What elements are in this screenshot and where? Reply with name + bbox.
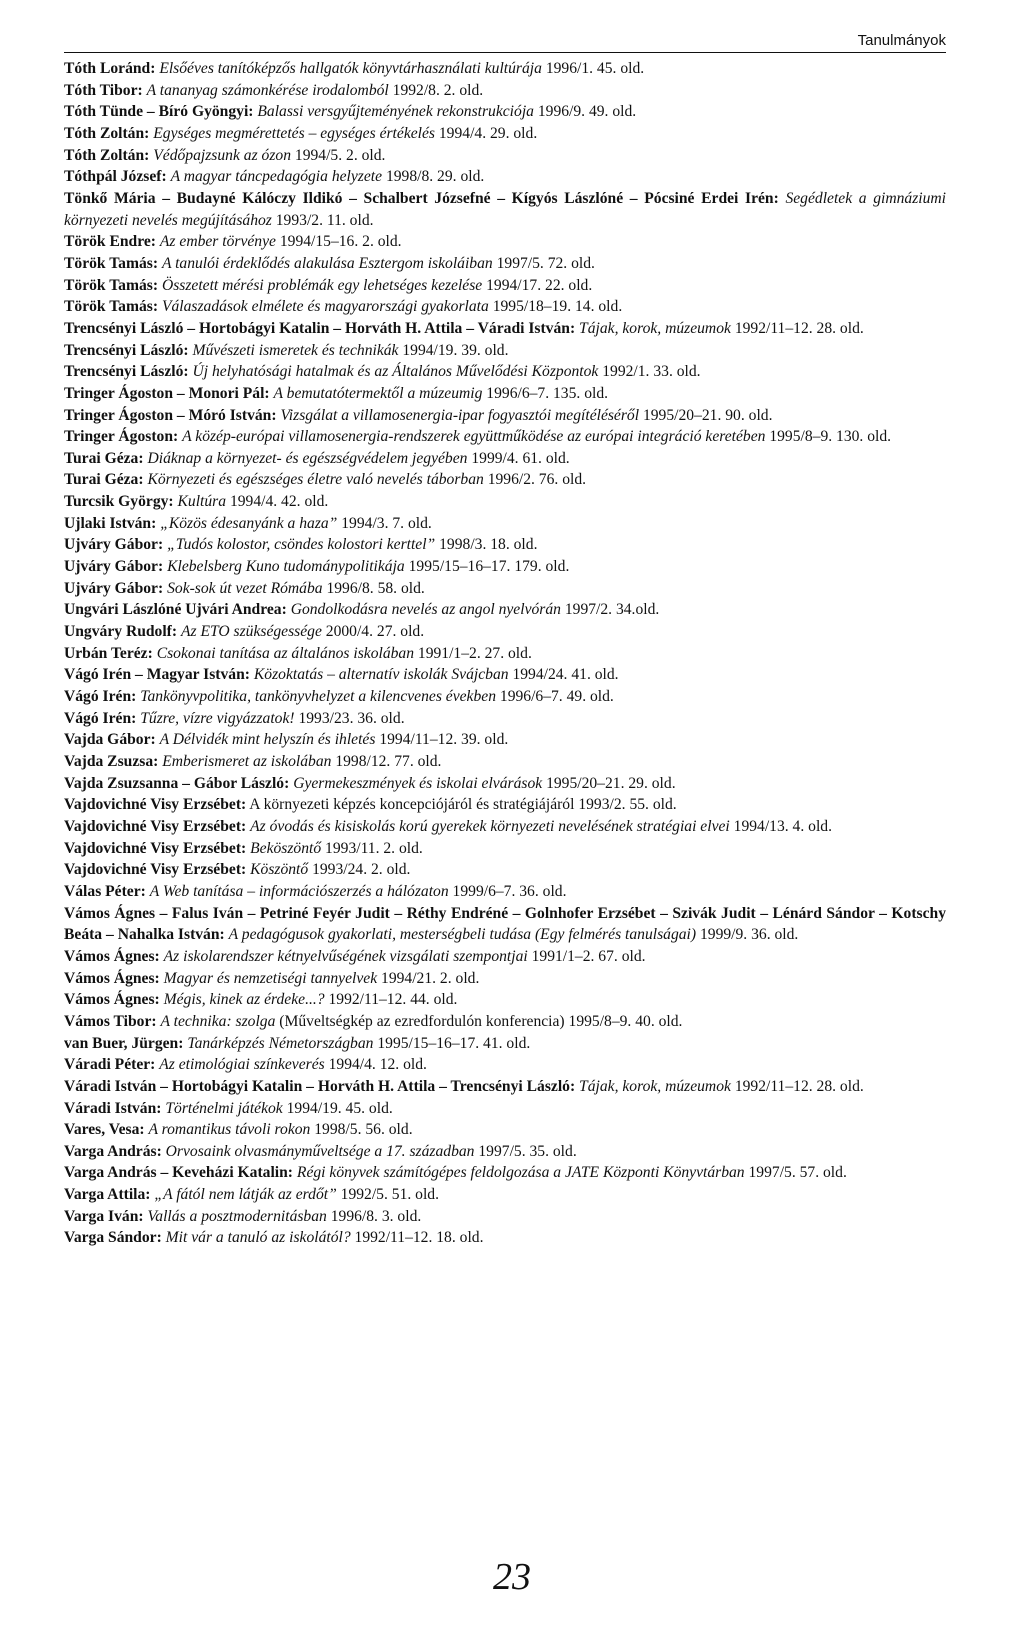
entry-title: „Tudós kolostor, csöndes kolostori kerttel”: [167, 536, 436, 554]
entry-author: Tóth Loránd:: [64, 60, 156, 77]
entry-reference: 1994/13. 4. old.: [729, 817, 832, 835]
entry-reference: 1996/2. 76. old.: [483, 471, 587, 489]
bibliography-entry: [64, 231, 946, 253]
bibliography-entry: [64, 599, 946, 621]
bibliography-entry: [64, 58, 946, 80]
bibliography-entry: [64, 1141, 946, 1163]
entry-title: Segédletek a gimnáziumi környezeti nevelés megújításához: [64, 189, 946, 229]
bibliography-entry: [64, 708, 946, 730]
entry-reference: 1994/17. 22. old.: [482, 276, 593, 294]
bibliography-entry: [64, 383, 946, 405]
entry-reference: 1994/19. 45. old.: [282, 1099, 393, 1117]
bibliography-entry: [64, 838, 946, 860]
entry-reference: 1995/8–9. 40. old.: [564, 1012, 683, 1030]
bibliography-entry: [64, 123, 946, 145]
bibliography-entry: [64, 275, 946, 297]
entry-author: Tóthpál József:: [64, 168, 167, 186]
entry-title: Klebelsberg Kuno tudománypolitikája: [167, 558, 405, 576]
bibliography-entry: [64, 556, 946, 578]
entry-author: Turai Géza:: [64, 471, 144, 489]
entry-author: Vámos Ágnes:: [64, 947, 160, 965]
bibliography-entry: [64, 145, 946, 167]
entry-author: Török Endre:: [64, 233, 156, 251]
bibliography-entry: [64, 664, 946, 686]
header-rule: [64, 52, 946, 53]
entry-title: Összetett mérési problémák egy lehetséges kezelése: [161, 276, 483, 294]
entry-author: Ungváry Rudolf:: [64, 623, 178, 641]
entry-author: Vajda Zsuzsa:: [64, 753, 159, 770]
section-label: Tanulmányok: [857, 32, 946, 49]
entry-title: Történelmi játékok: [165, 1099, 283, 1117]
entry-reference: 1995/15–16–17. 179. old.: [404, 558, 570, 576]
bibliography-entry: [64, 1119, 946, 1141]
entry-author: Tóth Tünde – Bíró Gyöngyi:: [64, 103, 254, 121]
entry-author: van Buer, Jürgen:: [64, 1034, 184, 1052]
entry-title: Tűzre, vízre vigyázzatok!: [140, 709, 295, 727]
bibliography-entry: [64, 989, 946, 1011]
entry-author: Vajdovichné Visy Erzsébet:: [64, 861, 247, 879]
entry-reference: 1994/19. 39. old.: [398, 341, 509, 359]
entry-reference: 1996/6–7. 49. old.: [496, 688, 614, 706]
entry-author: Varga András:: [64, 1142, 162, 1160]
entry-reference: 1996/8. 58. old.: [322, 579, 425, 597]
entry-author: Ujváry Gábor:: [64, 579, 164, 597]
entry-reference: 1995/18–19. 14. old.: [488, 298, 623, 316]
entry-reference: 1992/11–12. 18. old.: [350, 1229, 484, 1247]
entry-title: Új helyhatósági hatalmak és az Általános Művelődési Központok: [192, 363, 599, 381]
entry-reference: 1999/9. 36. old.: [696, 926, 799, 944]
entry-reference: 1999/6–7. 36. old.: [448, 882, 567, 900]
entry-title: Környezeti és egészséges életre való nevelés táborban: [147, 471, 484, 489]
entry-title: Régi könyvek számítógépes feldolgozása a JATE Központi Könyvtárban: [296, 1164, 745, 1182]
entry-title: Válaszadások elmélete és magyarországi gyakorlata: [161, 298, 489, 316]
entry-reference: 1995/15–16–17. 41. old.: [373, 1034, 531, 1052]
entry-author: Trencsényi László:: [64, 363, 189, 381]
entry-reference: 1998/3. 18. old.: [435, 536, 538, 554]
entry-title: Tájak, korok, múzeumok: [579, 319, 731, 337]
bibliography-entry: [64, 968, 946, 990]
entry-author: Varga Attila:: [64, 1186, 151, 1204]
entry-reference: 1994/4. 42. old.: [226, 493, 329, 511]
entry-reference: 1993/23. 36. old.: [294, 709, 405, 727]
entry-title: Vizsgálat a villamosenergia-ipar fogyasztói megítéléséről: [280, 406, 640, 424]
entry-title: Diáknap a környezet- és egészségvédelem jegyében: [147, 449, 468, 467]
entry-author: Váradi István:: [64, 1099, 162, 1117]
entry-author: Tringer Ágoston – Móró István:: [64, 406, 277, 424]
bibliography-entry: [64, 686, 946, 708]
bibliography-entry: [64, 361, 946, 383]
entry-author: Vámos Ágnes:: [64, 991, 160, 1009]
entry-reference: 1998/8. 29. old.: [382, 168, 485, 186]
entry-title: Orvosaink olvasmányműveltsége a 17. században: [165, 1142, 475, 1160]
bibliography-entry: [64, 881, 946, 903]
page-number: 23: [493, 1556, 531, 1598]
entry-title: Az ETO szükségessége: [180, 623, 322, 641]
entry-reference: 1995/8–9. 130. old.: [765, 428, 892, 446]
bibliography-entry: [64, 405, 946, 427]
entry-reference: 1996/8. 3. old.: [326, 1207, 422, 1225]
entry-author: Trencsényi László – Hortobágyi Katalin – Horváth H. Attila – Váradi István:: [64, 319, 576, 337]
bibliography-entry: [64, 80, 946, 102]
entry-reference: 1998/12. 77. old.: [331, 753, 442, 770]
entry-author: Vajda Gábor:: [64, 731, 156, 749]
bibliography-entry: [64, 1227, 946, 1249]
entry-title: Sok-sok út vezet Rómába: [167, 579, 323, 597]
entry-author: Tönkő Mária – Budayné Kálóczy Ildikó – Schalbert Józsefné – Kígyós Lászlóné – Pócsiné Erdei Irén:: [64, 189, 779, 207]
entry-title: Védőpajzsunk az ózon: [153, 146, 292, 164]
bibliography-entry: [64, 534, 946, 556]
entry-author: Ujváry Gábor:: [64, 536, 164, 554]
entry-reference: 1997/5. 57. old.: [744, 1164, 847, 1182]
bibliography-entry: [64, 469, 946, 491]
bibliography-entry: [64, 296, 946, 318]
bibliography-entry: [64, 448, 946, 470]
entry-reference: 1999/4. 61. old.: [467, 449, 570, 467]
entry-title: „A fától nem látják az erdőt”: [154, 1186, 337, 1204]
entry-reference: 1993/11. 2. old.: [321, 839, 423, 857]
entry-author: Ujlaki István:: [64, 514, 157, 532]
entry-title: Csokonai tanítása az általános iskolában: [156, 644, 415, 662]
entry-author: Varga András – Keveházi Katalin:: [64, 1164, 294, 1182]
entry-reference: 1997/5. 72. old.: [492, 254, 595, 272]
entry-title: Elsőéves tanítóképzős hallgatók könyvtárhasználati kultúrája: [159, 60, 542, 77]
bibliography-entry: [64, 513, 946, 535]
entry-title: Tájak, korok, múzeumok: [579, 1077, 731, 1095]
entry-author: Vajdovichné Visy Erzsébet:: [64, 796, 247, 814]
entry-title: Kultúra: [177, 493, 227, 511]
entry-title: Az iskolarendszer kétnyelvűségének vizsgálati szempontjai: [163, 947, 528, 965]
entry-author: Válas Péter:: [64, 882, 146, 900]
entry-author: Tringer Ágoston – Monori Pál:: [64, 384, 270, 402]
entry-author: Vámos Ágnes:: [64, 969, 160, 987]
entry-author: Török Tamás:: [64, 276, 159, 294]
entry-title: Balassi versgyűjteményének rekonstrukciója: [257, 103, 534, 121]
entry-author: Varga Sándor:: [64, 1229, 162, 1247]
entry-reference: 1994/3. 7. old.: [337, 514, 432, 532]
entry-title: Az óvodás és kisiskolás korú gyerekek környezeti nevelésének stratégiai elvei: [250, 817, 730, 835]
entry-title: Gyermekeszmények és iskolai elvárások: [293, 774, 543, 792]
entry-title: Művészeti ismeretek és technikák: [192, 341, 399, 359]
bibliography-entry: [64, 816, 946, 838]
bibliography-entry: [64, 253, 946, 275]
entry-reference: 1994/11–12. 39. old.: [375, 731, 509, 749]
entry-title: Közoktatás – alternatív iskolák Svájcban: [253, 666, 509, 684]
entry-reference: 1993/2. 55. old.: [574, 796, 677, 814]
entry-author: Tóth Tibor:: [64, 81, 143, 99]
entry-author: Tóth Zoltán:: [64, 146, 150, 164]
entry-reference: 1998/5. 56. old.: [310, 1121, 413, 1139]
entry-reference: 1992/5. 51. old.: [336, 1186, 439, 1204]
entry-reference: 1992/11–12. 44. old.: [324, 991, 458, 1009]
bibliography-entry: [64, 491, 946, 513]
entry-author: Vajda Zsuzsanna – Gábor László:: [64, 774, 290, 792]
bibliography-entry: [64, 1011, 946, 1033]
entry-title: Mégis, kinek az érdeke...?: [163, 991, 325, 1009]
entry-title: A Délvidék mint helyszín és ihletés: [159, 731, 376, 749]
entry-plain-text: A környezeti képzés koncepciójáról és stratégiájáról: [249, 796, 575, 814]
entry-title: Mit vár a tanuló az iskolától?: [165, 1229, 351, 1247]
bibliography-entry: [64, 729, 946, 751]
entry-author: Váradi Péter:: [64, 1056, 156, 1074]
entry-reference: 1996/6–7. 135. old.: [482, 384, 609, 402]
bibliography-entry: [64, 773, 946, 795]
entry-reference: 1993/2. 11. old.: [271, 211, 374, 229]
bibliography-entry: [64, 1076, 946, 1098]
bibliography-entry: [64, 903, 946, 946]
bibliography-entry: [64, 621, 946, 643]
entry-reference: 1992/11–12. 28. old.: [730, 319, 864, 337]
entry-author: Török Tamás:: [64, 298, 159, 316]
bibliography-entry: [64, 318, 946, 340]
entry-reference: 1994/4. 12. old.: [324, 1056, 427, 1074]
entry-reference: 1992/1. 33. old.: [598, 363, 701, 381]
bibliography-entry: [64, 1098, 946, 1120]
entry-plain-text: (Műveltségkép az ezredfordulón konferencia): [275, 1012, 565, 1030]
entry-author: Vágó Irén:: [64, 688, 137, 706]
entry-author: Ujváry Gábor:: [64, 558, 164, 576]
entry-author: Ungvári Lászlóné Ujvári Andrea:: [64, 601, 287, 619]
entry-reference: 1996/1. 45. old.: [541, 60, 645, 77]
bibliography-entry: [64, 166, 946, 188]
entry-title: A közép-európai villamosenergia-rendszerek együttműködése az európai integráció keretében: [182, 428, 766, 446]
entry-title: A tananyag számonkérése irodalomból: [146, 81, 389, 99]
entry-reference: 1991/1–2. 67. old.: [527, 947, 646, 965]
entry-reference: 1992/8. 2. old.: [388, 81, 484, 99]
entry-title: A technika: szolga: [160, 1012, 276, 1030]
entry-title: Egységes megmérettetés – egységes értékelés: [153, 124, 435, 142]
entry-author: Tringer Ágoston:: [64, 428, 179, 446]
entry-reference: 1994/4. 29. old.: [434, 124, 538, 142]
bibliography-entry: [64, 426, 946, 448]
entry-title: Vallás a posztmodernitásban: [147, 1207, 327, 1225]
entry-title: Beköszöntő: [250, 839, 322, 857]
entry-reference: 1995/20–21. 29. old.: [542, 774, 676, 792]
entry-reference: 1996/9. 49. old.: [533, 103, 637, 121]
bibliography-entry: [64, 1206, 946, 1228]
entry-reference: 1993/24. 2. old.: [308, 861, 411, 879]
bibliography-entry: [64, 1054, 946, 1076]
entry-author: Vares, Vesa:: [64, 1121, 145, 1139]
entry-reference: 1994/15–16. 2. old.: [275, 233, 402, 251]
entry-title: Az ember törvénye: [159, 233, 276, 251]
entry-title: Tanárképzés Németországban: [187, 1034, 374, 1052]
entry-author: Vágó Irén:: [64, 709, 137, 727]
entry-author: Turcsik György:: [64, 493, 174, 511]
entry-author: Turai Géza:: [64, 449, 144, 467]
entry-author: Vámos Tibor:: [64, 1012, 157, 1030]
entry-title: Magyar és nemzetiségi tannyelvek: [163, 969, 378, 987]
bibliography-entry: [64, 859, 946, 881]
entry-reference: 1997/2. 34.old.: [560, 601, 660, 619]
entry-title: Gondolkodásra nevelés az angol nyelvórán: [290, 601, 561, 619]
entry-title: Köszöntő: [250, 861, 309, 879]
entry-author: Varga Iván:: [64, 1207, 144, 1225]
entry-author: Török Tamás:: [64, 254, 159, 272]
entry-reference: 1994/21. 2. old.: [377, 969, 480, 987]
entry-title: A magyar táncpedagógia helyzete: [170, 168, 383, 186]
entry-author: Vajdovichné Visy Erzsébet:: [64, 817, 247, 835]
bibliography-entry: [64, 643, 946, 665]
entry-title: Az etimológiai színkeverés: [159, 1056, 325, 1074]
bibliography-entry: [64, 751, 946, 773]
bibliography-entry: [64, 1184, 946, 1206]
entry-title: A pedagógusok gyakorlati, mesterségbeli tudása (Egy felmérés tanulságai): [228, 926, 697, 944]
entry-author: Vámos Ágnes – Falus Iván – Petriné Feyér Judit – Réthy Endréné – Golnhofer Erzsébet – Szivák Judit – Lénárd Sándor – Kotschy Beáta – Nahalka István:: [64, 904, 946, 944]
bibliography-list: [64, 58, 946, 1249]
entry-author: Urbán Teréz:: [64, 644, 153, 662]
entry-title: A Web tanítása – információszerzés a hálózaton: [149, 882, 449, 900]
entry-title: A tanulói érdeklődés alakulása Esztergom iskoláiban: [161, 254, 493, 272]
entry-author: Váradi István – Hortobágyi Katalin – Horváth H. Attila – Trencsényi László:: [64, 1077, 576, 1095]
entry-author: Vágó Irén – Magyar István:: [64, 666, 250, 684]
bibliography-entry: [64, 794, 946, 816]
entry-reference: 1994/5. 2. old.: [291, 146, 386, 164]
entry-author: Trencsényi László:: [64, 341, 189, 359]
bibliography-entry: [64, 578, 946, 600]
bibliography-entry: [64, 1033, 946, 1055]
entry-reference: 1992/11–12. 28. old.: [730, 1077, 864, 1095]
bibliography-entry: [64, 340, 946, 362]
entry-reference: 1995/20–21. 90. old.: [639, 406, 773, 424]
entry-title: A romantikus távoli rokon: [148, 1121, 311, 1139]
entry-author: Vajdovichné Visy Erzsébet:: [64, 839, 247, 857]
entry-title: Emberismeret az iskolában: [162, 753, 332, 770]
bibliography-entry: [64, 1162, 946, 1184]
entry-title: „Közös édesanyánk a haza”: [160, 514, 338, 532]
entry-author: Tóth Zoltán:: [64, 124, 150, 142]
entry-title: A bemutatótermektől a múzeumig: [273, 384, 483, 402]
entry-reference: 1991/1–2. 27. old.: [414, 644, 532, 662]
entry-reference: 1997/5. 35. old.: [474, 1142, 577, 1160]
bibliography-entry: [64, 101, 946, 123]
bibliography-entry: [64, 188, 946, 231]
entry-reference: 1994/24. 41. old.: [508, 666, 619, 684]
bibliography-entry: [64, 946, 946, 968]
entry-title: Tankönyvpolitika, tankönyvhelyzet a kilencvenes években: [140, 688, 496, 706]
entry-reference: 2000/4. 27. old.: [321, 623, 425, 641]
